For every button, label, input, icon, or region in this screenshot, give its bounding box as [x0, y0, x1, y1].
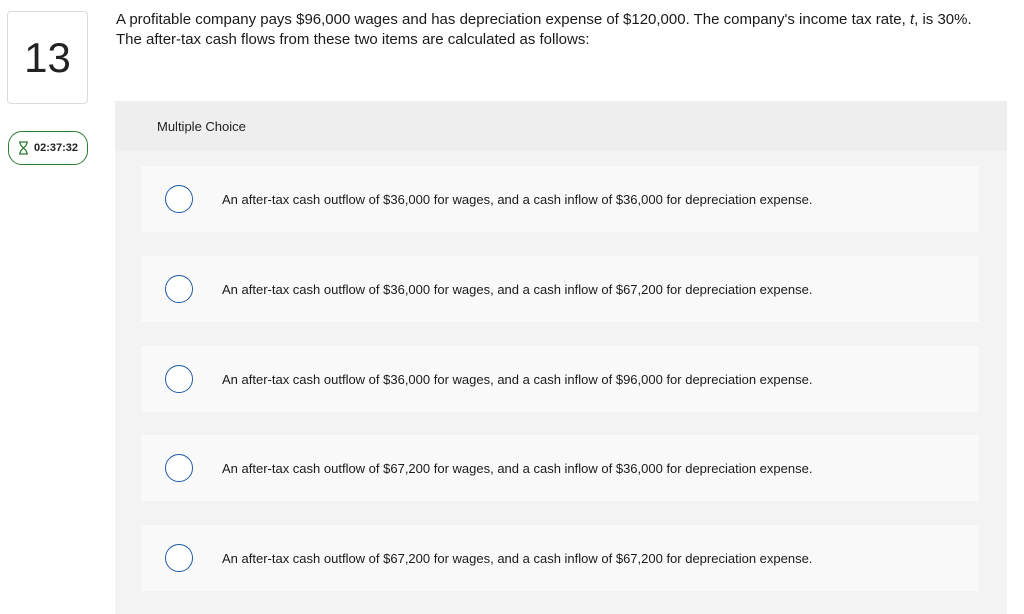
hourglass-icon: [18, 141, 29, 155]
radio-button-icon[interactable]: [165, 365, 193, 393]
question-line-2: The after-tax cash flows from these two items are calculated as follows:: [116, 31, 590, 48]
timer-text: 02:37:32: [33, 142, 79, 154]
question-text: [116, 10, 1016, 50]
option-label: An after-tax cash outflow of $36,000 for wages, and a cash inflow of $36,000 for depreciation expense.: [222, 191, 813, 207]
option-d[interactable]: [141, 435, 979, 501]
radio-button-icon[interactable]: [165, 275, 193, 303]
radio-button-icon[interactable]: [165, 185, 193, 213]
option-label: An after-tax cash outflow of $36,000 for wages, and a cash inflow of $96,000 for depreciation expense.: [222, 371, 813, 387]
option-label: An after-tax cash outflow of $36,000 for wages, and a cash inflow of $67,200 for depreciation expense.: [222, 281, 813, 297]
option-c[interactable]: [141, 346, 979, 412]
options-list: [115, 151, 1007, 614]
multiple-choice-header: Multiple Choice: [115, 101, 1007, 151]
radio-button-icon[interactable]: [165, 454, 193, 482]
option-a[interactable]: [141, 166, 979, 232]
question-number: 13: [7, 11, 88, 104]
option-label: An after-tax cash outflow of $67,200 for wages, and a cash inflow of $36,000 for depreciation expense.: [222, 460, 813, 476]
question-line-1: A profitable company pays $96,000 wages and has depreciation expense of $120,000. The company's income tax rate, t, is 30%.: [116, 11, 972, 28]
radio-button-icon[interactable]: [165, 544, 193, 572]
multiple-choice-panel: [115, 101, 1007, 614]
option-e[interactable]: [141, 525, 979, 591]
timer-badge[interactable]: [8, 131, 88, 165]
option-b[interactable]: [141, 256, 979, 322]
option-label: An after-tax cash outflow of $67,200 for wages, and a cash inflow of $67,200 for depreciation expense.: [222, 550, 813, 566]
